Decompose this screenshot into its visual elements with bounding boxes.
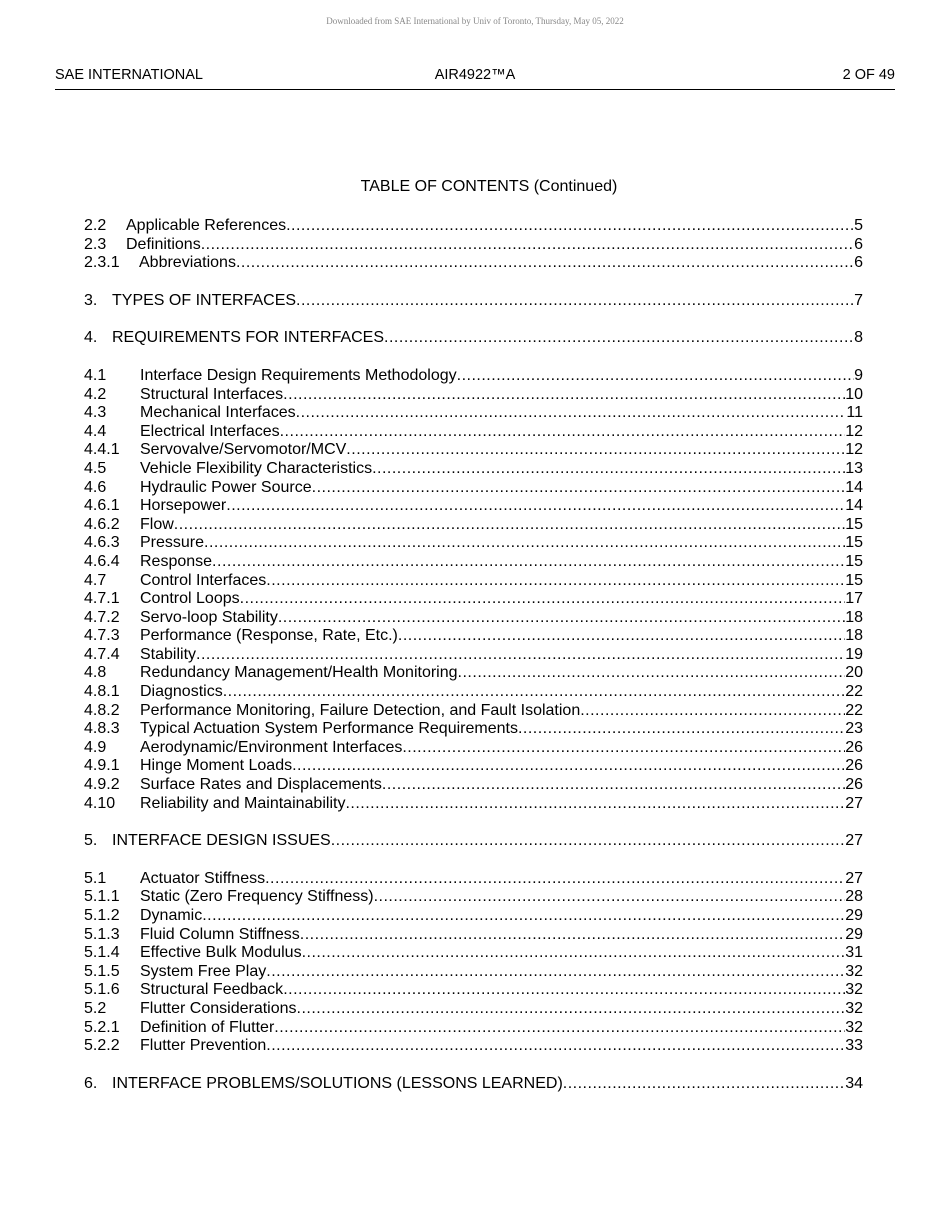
toc-entry-page: 14	[845, 478, 863, 496]
toc-entry-number: 4.5	[84, 459, 107, 477]
toc-entry-page: 8	[854, 329, 863, 347]
toc-entry-title: REQUIREMENTS FOR INTERFACES	[112, 329, 385, 347]
toc-dot-leader	[204, 534, 845, 553]
toc-entry-title: Applicable References	[126, 217, 287, 234]
toc-entry-number: 3.	[84, 291, 98, 309]
toc-dot-leader	[296, 404, 847, 423]
toc-entry-page: 33	[845, 1037, 863, 1055]
toc-entry-number: 4.6.1	[84, 497, 120, 515]
toc-entry[interactable]	[84, 832, 863, 851]
toc-entry-title: Servo-loop Stability	[140, 608, 278, 626]
toc-entry[interactable]	[84, 795, 863, 814]
toc-entry[interactable]	[84, 329, 863, 348]
toc-entry-title: Definitions	[126, 235, 201, 253]
toc-entry-title: Interface Design Requirements Methodology	[140, 366, 457, 384]
toc-entry-number: 4.	[84, 329, 98, 347]
toc-dot-leader	[266, 572, 845, 591]
toc-dot-leader	[283, 386, 845, 405]
toc-dot-leader	[384, 329, 854, 348]
toc-entry-number: 5.1.4	[84, 944, 120, 962]
header-document-id: AIR4922™A	[434, 67, 516, 83]
toc-entry-title: Reliability and Maintainability	[140, 794, 346, 812]
toc-entry-title: TYPES OF INTERFACES	[112, 291, 297, 309]
toc-entry-title: Structural Feedback	[140, 981, 284, 999]
toc-entry[interactable]	[84, 944, 863, 963]
toc-entry-page: 15	[845, 571, 863, 589]
toc-entry-title: Stability	[140, 645, 197, 663]
toc-entry[interactable]	[84, 479, 863, 498]
toc-entry-title: Flutter Prevention	[140, 1037, 267, 1055]
header-page-number: 2 OF 49	[842, 67, 895, 83]
toc-entry-number: 4.8.2	[84, 701, 120, 719]
toc-entry[interactable]	[84, 460, 863, 479]
toc-entry-number: 2.3	[84, 235, 107, 253]
toc-entry-number: 5.1.2	[84, 907, 120, 924]
toc-entry-page: 11	[846, 404, 863, 422]
toc-entry-title: Typical Actuation System Performance Requirements	[140, 720, 518, 738]
toc-entry-title: Fluid Column Stiffness	[140, 925, 300, 943]
toc-entry-number: 4.6.3	[84, 534, 120, 552]
toc-entry[interactable]	[84, 739, 863, 758]
toc-entry[interactable]	[84, 776, 863, 795]
toc-entry[interactable]	[84, 441, 863, 460]
toc-entry-title: Dynamic	[140, 907, 203, 924]
toc-entry-title: Control Loops	[140, 590, 240, 608]
toc-entry-title: Servovalve/Servomotor/MCV	[140, 441, 347, 459]
toc-dot-leader	[240, 590, 846, 609]
toc-dot-leader	[286, 217, 854, 236]
toc-entry-page: 12	[845, 441, 863, 459]
toc-entry-page: 29	[845, 907, 863, 924]
toc-entry-title: Actuator Stiffness	[140, 869, 266, 887]
toc-dot-leader	[212, 553, 845, 572]
toc-entry[interactable]	[84, 516, 863, 535]
toc-dot-leader	[382, 776, 845, 795]
toc-entry-number: 5.2.1	[84, 1018, 120, 1036]
toc-entry[interactable]	[84, 609, 863, 628]
toc-entry-number: 5.1	[84, 869, 107, 887]
toc-entry[interactable]	[84, 702, 863, 721]
toc-dot-leader	[398, 627, 845, 646]
toc-entry-page: 28	[845, 888, 863, 906]
toc-entry[interactable]	[84, 963, 863, 982]
toc-entry-number: 6.	[84, 1074, 98, 1092]
toc-entry-page: 32	[845, 1018, 863, 1036]
toc-entry[interactable]	[84, 1037, 863, 1056]
toc-entry[interactable]	[84, 217, 863, 236]
toc-entry-title: Redundancy Management/Health Monitoring	[140, 664, 458, 682]
toc-dot-leader	[374, 888, 846, 907]
toc-entry-number: 5.2	[84, 999, 107, 1017]
table-of-contents	[84, 217, 863, 1093]
toc-entry-title: Performance Monitoring, Failure Detection, and Fault Isolation	[140, 701, 581, 719]
toc-entry[interactable]	[84, 1075, 863, 1094]
toc-entry[interactable]	[84, 423, 863, 442]
toc-entry-number: 4.1	[84, 366, 107, 384]
toc-entry[interactable]	[84, 497, 863, 516]
toc-entry-number: 4.8.1	[84, 683, 120, 701]
toc-dot-leader	[274, 1019, 845, 1038]
page-header	[55, 67, 895, 90]
toc-entry[interactable]	[84, 627, 863, 646]
toc-dot-leader	[226, 497, 845, 516]
toc-entry-number: 4.7.4	[84, 645, 120, 663]
toc-entry-page: 32	[845, 999, 863, 1017]
toc-entry-page: 6	[854, 235, 863, 253]
toc-entry-page: 7	[854, 291, 863, 309]
toc-entry-number: 4.7.1	[84, 590, 120, 608]
toc-entry-title: Definition of Flutter	[140, 1018, 275, 1036]
toc-entry[interactable]	[84, 236, 863, 255]
toc-entry-page: 15	[845, 534, 863, 552]
toc-entry-title: Horsepower	[140, 497, 227, 515]
toc-entry[interactable]	[84, 757, 863, 776]
toc-entry[interactable]	[84, 534, 863, 553]
toc-entry[interactable]	[84, 1019, 863, 1038]
toc-entry[interactable]	[84, 720, 863, 739]
toc-entry-page: 27	[845, 832, 863, 850]
toc-dot-leader	[346, 441, 845, 460]
toc-entry-title: Aerodynamic/Environment Interfaces	[140, 738, 403, 756]
toc-entry-number: 4.6.4	[84, 552, 120, 570]
toc-entry-title: Control Interfaces	[140, 571, 267, 589]
toc-title: TABLE OF CONTENTS (Continued)	[360, 178, 618, 195]
toc-entry-page: 22	[845, 701, 863, 719]
toc-entry-page: 10	[845, 385, 863, 403]
toc-entry-number: 4.9.2	[84, 776, 120, 794]
toc-dot-leader	[297, 1000, 846, 1019]
toc-entry-number: 5.1.6	[84, 981, 120, 999]
toc-entry-page: 15	[845, 515, 863, 533]
toc-entry-number: 5.1.3	[84, 925, 120, 943]
toc-entry-number: 4.2	[84, 385, 107, 403]
toc-entry-number: 4.7.3	[84, 627, 120, 645]
toc-dot-leader	[302, 944, 846, 963]
toc-entry-page: 15	[845, 552, 863, 570]
toc-entry-number: 4.4	[84, 422, 107, 440]
toc-entry-page: 26	[845, 738, 863, 756]
toc-entry-number: 5.2.2	[84, 1037, 120, 1055]
toc-entry-number: 4.9.1	[84, 757, 120, 775]
toc-entry-title: Surface Rates and Displacements	[140, 776, 382, 794]
toc-entry-page: 22	[845, 683, 863, 701]
toc-dot-leader	[563, 1075, 845, 1094]
toc-entry-title: Effective Bulk Modulus	[140, 944, 302, 962]
toc-entry-title: Vehicle Flexibility Characteristics	[140, 459, 373, 477]
toc-entry-page: 5	[854, 217, 863, 234]
toc-dot-leader	[202, 907, 845, 926]
toc-entry[interactable]	[84, 888, 863, 907]
toc-entry-title: Mechanical Interfaces	[140, 404, 296, 422]
toc-entry-title: Diagnostics	[140, 683, 223, 701]
toc-entry-page: 31	[845, 944, 863, 962]
toc-entry-page: 29	[845, 925, 863, 943]
toc-dot-leader	[312, 479, 846, 498]
toc-entry[interactable]	[84, 664, 863, 683]
toc-entry-title: INTERFACE PROBLEMS/SOLUTIONS (LESSONS LEARNED)	[112, 1074, 563, 1092]
toc-entry-page: 27	[845, 794, 863, 812]
toc-entry[interactable]	[84, 386, 863, 405]
toc-entry-number: 4.6.2	[84, 515, 120, 533]
toc-entry-page: 26	[845, 757, 863, 775]
toc-entry-page: 17	[845, 590, 863, 608]
toc-entry-page: 9	[854, 366, 863, 384]
toc-entry-title: Flutter Considerations	[140, 999, 297, 1017]
toc-dot-leader	[265, 870, 845, 889]
toc-entry-page: 32	[845, 962, 863, 980]
toc-entry[interactable]	[84, 590, 863, 609]
toc-entry[interactable]	[84, 292, 863, 311]
toc-entry[interactable]	[84, 404, 863, 423]
toc-entry-page: 26	[845, 776, 863, 794]
toc-dot-leader	[174, 516, 845, 535]
toc-entry[interactable]	[84, 553, 863, 572]
toc-entry-page: 18	[845, 608, 863, 626]
toc-entry-number: 4.8	[84, 664, 107, 682]
toc-entry[interactable]	[84, 646, 863, 665]
toc-dot-leader	[580, 702, 845, 721]
toc-dot-leader	[458, 664, 846, 683]
toc-entry-page: 32	[845, 981, 863, 999]
toc-entry-number: 4.8.3	[84, 720, 120, 738]
toc-dot-leader	[457, 367, 854, 386]
download-watermark: Downloaded from SAE International by Univ of Toronto, Thursday, May 05, 2022	[326, 16, 624, 26]
toc-entry[interactable]	[84, 254, 863, 273]
toc-entry-number: 5.	[84, 832, 98, 850]
toc-entry-number: 2.2	[84, 217, 107, 234]
toc-entry-title: Abbreviations	[139, 254, 236, 272]
toc-entry-title: Hydraulic Power Source	[140, 478, 312, 496]
toc-entry-page: 13	[845, 459, 863, 477]
toc-entry[interactable]	[84, 683, 863, 702]
toc-dot-leader	[278, 609, 845, 628]
toc-dot-leader	[266, 963, 845, 982]
toc-dot-leader	[292, 757, 845, 776]
toc-entry-number: 2.3.1	[84, 254, 120, 272]
toc-entry-title: Electrical Interfaces	[140, 422, 280, 440]
toc-entry-title: System Free Play	[140, 962, 267, 980]
toc-dot-leader	[300, 926, 845, 945]
toc-entry-number: 4.10	[84, 794, 116, 812]
toc-dot-leader	[372, 460, 845, 479]
toc-entry-title: Performance (Response, Rate, Etc.)	[140, 627, 398, 645]
toc-entry-page: 34	[845, 1074, 863, 1092]
toc-dot-leader	[196, 646, 845, 665]
toc-dot-leader	[345, 795, 845, 814]
toc-dot-leader	[223, 683, 846, 702]
toc-dot-leader	[266, 1037, 845, 1056]
toc-entry-title: Static (Zero Frequency Stiffness)	[140, 888, 374, 906]
toc-dot-leader	[518, 720, 845, 739]
toc-entry[interactable]	[84, 870, 863, 889]
toc-entry-number: 4.9	[84, 738, 107, 756]
toc-entry[interactable]	[84, 572, 863, 591]
toc-dot-leader	[280, 423, 846, 442]
toc-entry-number: 5.1.5	[84, 962, 120, 980]
toc-entry[interactable]	[84, 926, 863, 945]
toc-entry-number: 5.1.1	[84, 888, 120, 906]
toc-entry-page: 18	[845, 627, 863, 645]
toc-entry-page: 20	[845, 664, 863, 682]
toc-entry-page: 27	[845, 869, 863, 887]
toc-entry-page: 6	[854, 254, 863, 272]
toc-entry-title: Response	[140, 552, 213, 570]
toc-entry[interactable]	[84, 981, 863, 1000]
toc-entry-title: INTERFACE DESIGN ISSUES	[112, 832, 331, 850]
toc-entry-number: 4.4.1	[84, 441, 120, 459]
toc-entry-page: 23	[845, 720, 863, 738]
toc-dot-leader	[283, 981, 845, 1000]
toc-entry-number: 4.3	[84, 404, 107, 422]
header-organization: SAE INTERNATIONAL	[55, 67, 203, 83]
toc-entry-number: 4.7	[84, 571, 107, 589]
toc-entry-page: 19	[845, 645, 863, 663]
toc-dot-leader	[402, 739, 845, 758]
toc-entry-title: Structural Interfaces	[140, 385, 284, 403]
toc-dot-leader	[201, 236, 854, 255]
toc-entry-title: Hinge Moment Loads	[140, 757, 293, 775]
toc-entry-number: 4.6	[84, 478, 107, 496]
toc-entry-page: 12	[845, 422, 863, 440]
toc-entry[interactable]	[84, 367, 863, 386]
toc-entry-title: Pressure	[140, 534, 205, 552]
toc-entry[interactable]	[84, 1000, 863, 1019]
toc-dot-leader	[236, 254, 854, 273]
toc-entry-title: Flow	[140, 515, 174, 533]
toc-entry-number: 4.7.2	[84, 608, 120, 626]
toc-dot-leader	[296, 292, 854, 311]
toc-entry-page: 14	[845, 497, 863, 515]
toc-dot-leader	[331, 832, 845, 851]
toc-entry[interactable]	[84, 907, 863, 926]
